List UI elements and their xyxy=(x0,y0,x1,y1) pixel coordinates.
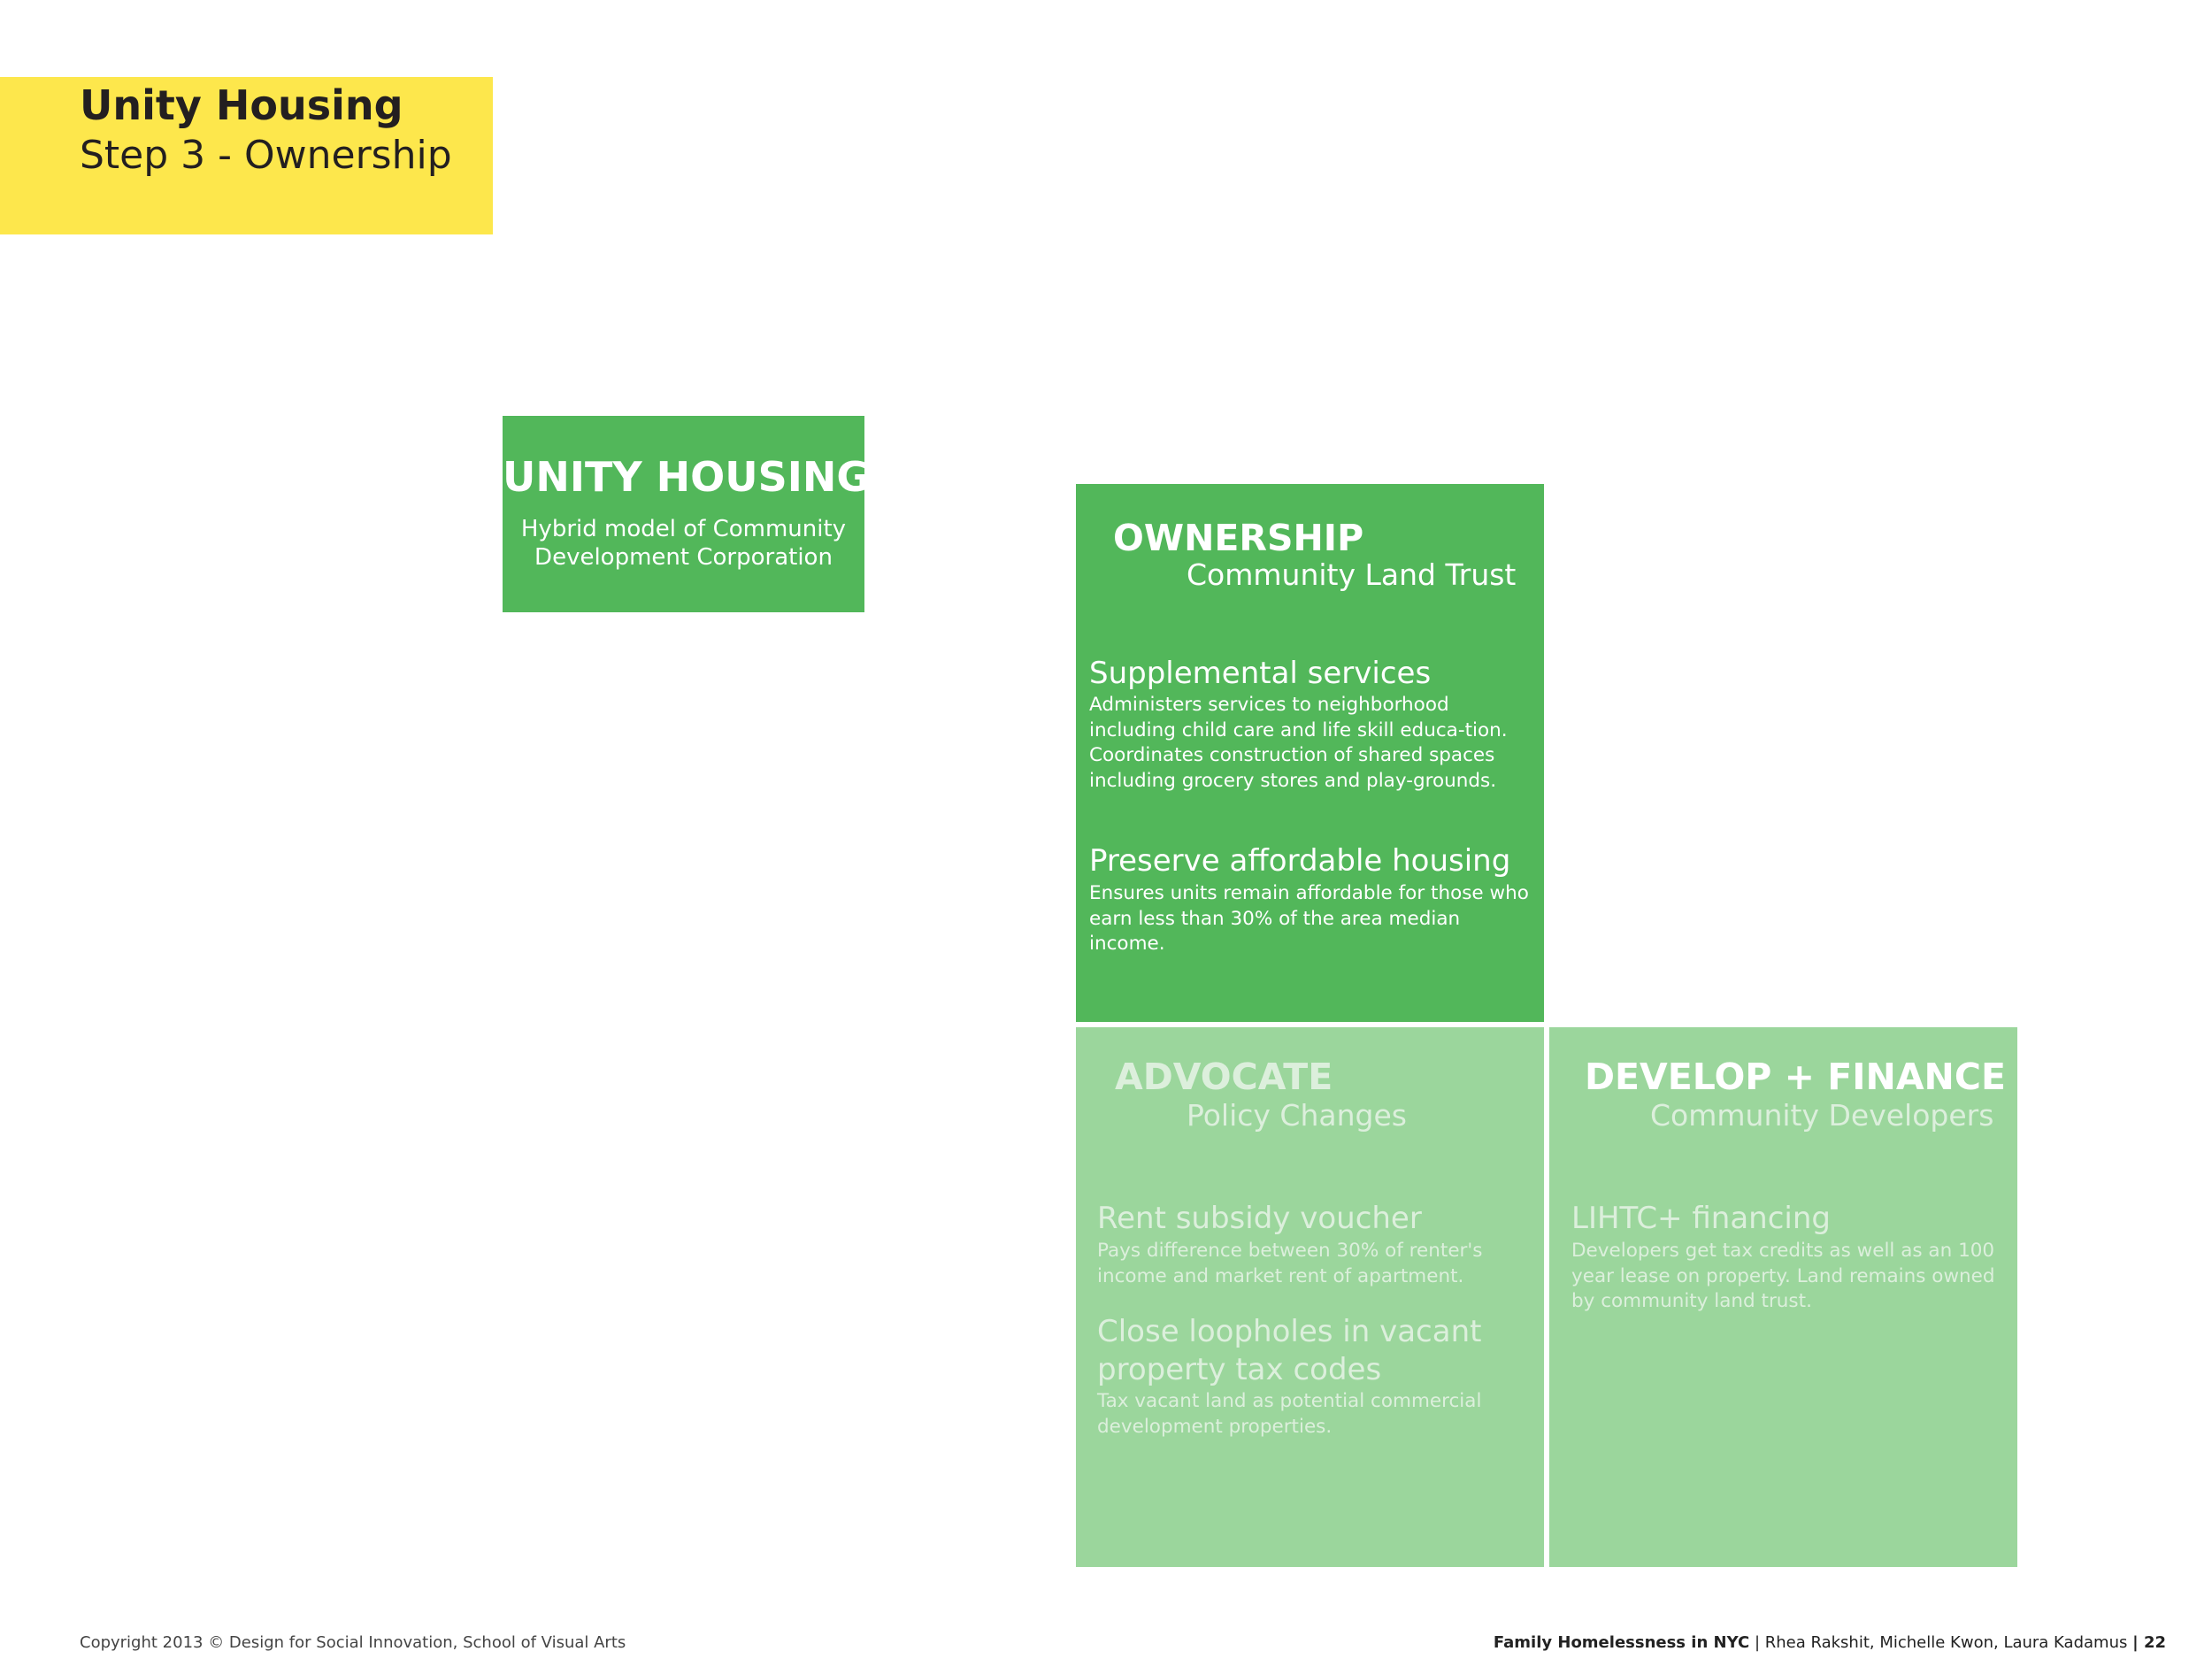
develop-finance-card xyxy=(1549,1027,2017,1567)
footer-copyright: Copyright 2013 © Design for Social Innovation, School of Visual Arts xyxy=(80,1633,626,1652)
unity-housing-description xyxy=(503,515,864,572)
section-heading: Supplemental services xyxy=(1089,656,1432,691)
section-body: Ensures units remain affordable for those who earn less than 30% of the area median income. xyxy=(1089,882,1529,955)
ownership-card xyxy=(1076,484,1544,1022)
page-subtitle: Step 3 - Ownership xyxy=(80,133,452,178)
page-title: Unity Housing xyxy=(80,81,403,129)
section-heading: LIHTC+ financing xyxy=(1571,1201,1831,1236)
section-body: Developers get tax credits as well as an 100 year lease on property. Land remains owned by community land trust. xyxy=(1571,1240,1995,1312)
unity-housing-description-line1: Hybrid model of Community xyxy=(520,516,847,542)
footer-authors: Rhea Rakshit, Michelle Kwon, Laura Kadamus xyxy=(1764,1633,2128,1652)
footer-separator: | xyxy=(2132,1633,2144,1652)
section-body: Tax vacant land as potential commercial development properties. xyxy=(1097,1390,1482,1438)
footer-page-number: 22 xyxy=(2143,1633,2166,1652)
section-heading: Rent subsidy voucher xyxy=(1097,1201,1422,1236)
advocate-subtitle: Policy Changes xyxy=(1187,1098,1407,1133)
footer-separator: | xyxy=(1754,1633,1765,1652)
ownership-title: OWNERSHIP xyxy=(1113,517,1364,559)
unity-housing-box xyxy=(503,416,871,612)
develop-finance-subtitle: Community Developers xyxy=(1650,1098,1994,1133)
unity-housing-title: UNITY HOUSING xyxy=(503,453,871,501)
develop-finance-title: DEVELOP + FINANCE xyxy=(1585,1056,2006,1098)
section-body: Administers services to neighborhood including child care and life skill educa-tion. Coordinates construction of shared spaces including grocery stores and play-grounds. xyxy=(1089,694,1508,792)
section-heading: Close loopholes in vacant property tax codes xyxy=(1097,1314,1482,1387)
section-heading: Preserve affordable housing xyxy=(1089,843,1511,879)
ownership-subtitle: Community Land Trust xyxy=(1187,557,1517,592)
unity-housing-description-line2: Development Corporation xyxy=(534,544,833,571)
advocate-card xyxy=(1076,1027,1544,1567)
section-body: Pays difference between 30% of renter's income and market rent of apartment. xyxy=(1097,1240,1483,1287)
footer-doc-title: Family Homelessness in NYC xyxy=(1493,1633,1750,1652)
footer-credits xyxy=(1494,1633,2166,1652)
advocate-title: ADVOCATE xyxy=(1115,1056,1333,1098)
